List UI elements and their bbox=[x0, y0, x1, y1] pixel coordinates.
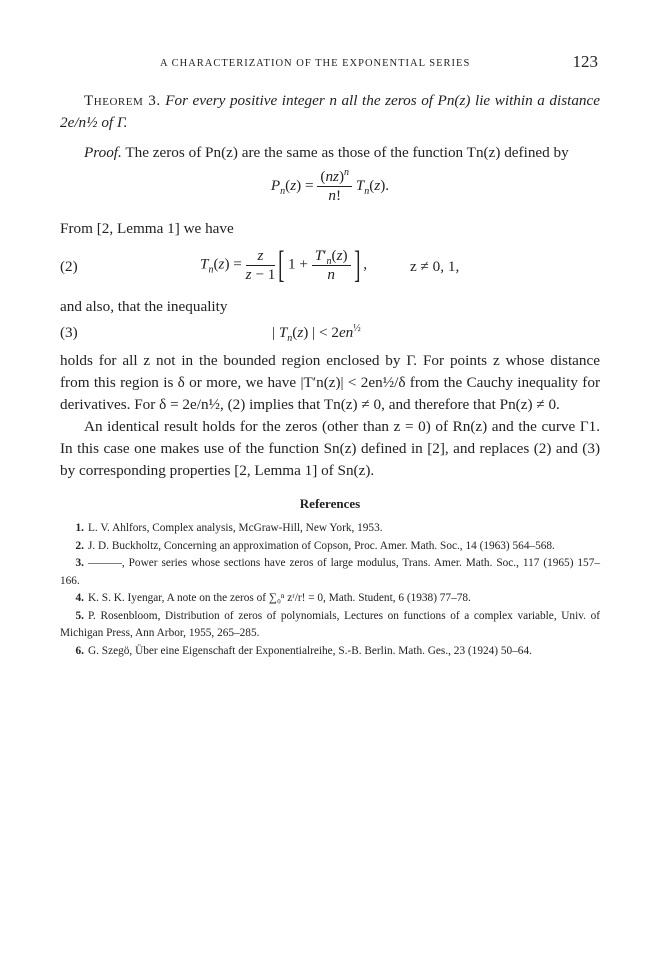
reference-item: 6. G. Szegö, Über eine Eigenschaft der Exponentialreihe, S.-B. Berlin. Math. Ges., 23 (1924) 50–64. bbox=[75, 644, 532, 657]
equation-2 bbox=[60, 244, 600, 296]
references-list bbox=[60, 520, 600, 660]
theorem-label: Theorem 3. bbox=[84, 92, 161, 109]
equation-2-label: (2) bbox=[60, 258, 78, 275]
identical-paragraph: An identical result holds for the zeros (other than z = 0) of Rn(z) and the curve Γ1. In this case one makes use of the function Sn(z) defined in [2], and replaces (2) and (3) by corresponding properties [2, Lemma 1] of Sn(z). bbox=[60, 418, 600, 479]
references-section bbox=[60, 496, 600, 660]
page-number: 123 bbox=[572, 52, 598, 71]
equation-pn-display: $P_n(z)$ = $\frac{(nz)^n}{n!}$ $T_n(z)$. bbox=[270, 166, 390, 204]
references-heading: References bbox=[299, 496, 361, 511]
from-text: From [2, Lemma 1] we have bbox=[60, 220, 234, 237]
reference-item: 4. K. S. K. Iyengar, A note on the zeros of ∑₀ⁿ zʳ/r! = 0, Math. Student, 6 (1938) 77–78. bbox=[75, 592, 471, 604]
running-head bbox=[60, 52, 600, 76]
equation-3-label: (3) bbox=[60, 324, 78, 341]
reference-item: 3. ———, Power series whose sections have zeros of large modulus, Trans. Amer. Math. Soc., 117 (1965) 157–166. bbox=[60, 557, 600, 587]
holds-paragraph: holds for all z not in the bounded region enclosed by Γ. For points z whose distance from this region is δ or more, we have |T′n(z)| < 2en½/δ from the Cauchy inequality for derivatives. For δ = 2e/n½, (2) implies that Tn(z) ≠ 0, and therefore that Pn(z) ≠ 0. bbox=[60, 352, 600, 413]
also-text: and also, that the inequality bbox=[60, 298, 228, 315]
proof-intro: The zeros of Pn(z) are the same as those of the function Tn(z) defined by bbox=[125, 144, 569, 161]
page bbox=[60, 52, 600, 660]
reference-item: 2. J. D. Buckholtz, Concerning an approximation of Copson, Proc. Amer. Math. Soc., 14 (1963) 564–568. bbox=[75, 539, 555, 552]
theorem bbox=[60, 90, 600, 134]
reference-item: 5. P. Rosenbloom, Distribution of zeros of polynomials, Lectures on functions of a complex variable, Univ. of Michigan Press, Ann Arbor, 1955, 265–285. bbox=[60, 609, 600, 639]
theorem-text: For every positive integer n all the zeros of Pn(z) lie within a distance 2e/n½ of Γ. bbox=[60, 92, 600, 131]
reference-item: 1. L. V. Ahlfors, Complex analysis, McGraw-Hill, New York, 1953. bbox=[75, 522, 383, 534]
running-title: A CHARACTERIZATION OF THE EXPONENTIAL SERIES bbox=[160, 58, 471, 69]
equation-2-condition: z ≠ 0, 1, bbox=[410, 258, 460, 275]
equation-3 bbox=[60, 322, 600, 350]
proof-label: Proof. bbox=[84, 144, 122, 161]
equation-2-display: $T_n(z)$ = $\frac{z}{z - 1}$ [ 1 + $\frac{T'_n(z)}{n}$ ] , bbox=[200, 244, 368, 286]
equation-3-display: | $T_n(z)$ | < $2en^{\frac{1}{2}}$ bbox=[272, 322, 361, 345]
proof-intro-paragraph bbox=[60, 142, 600, 164]
equation-pn bbox=[60, 168, 600, 218]
